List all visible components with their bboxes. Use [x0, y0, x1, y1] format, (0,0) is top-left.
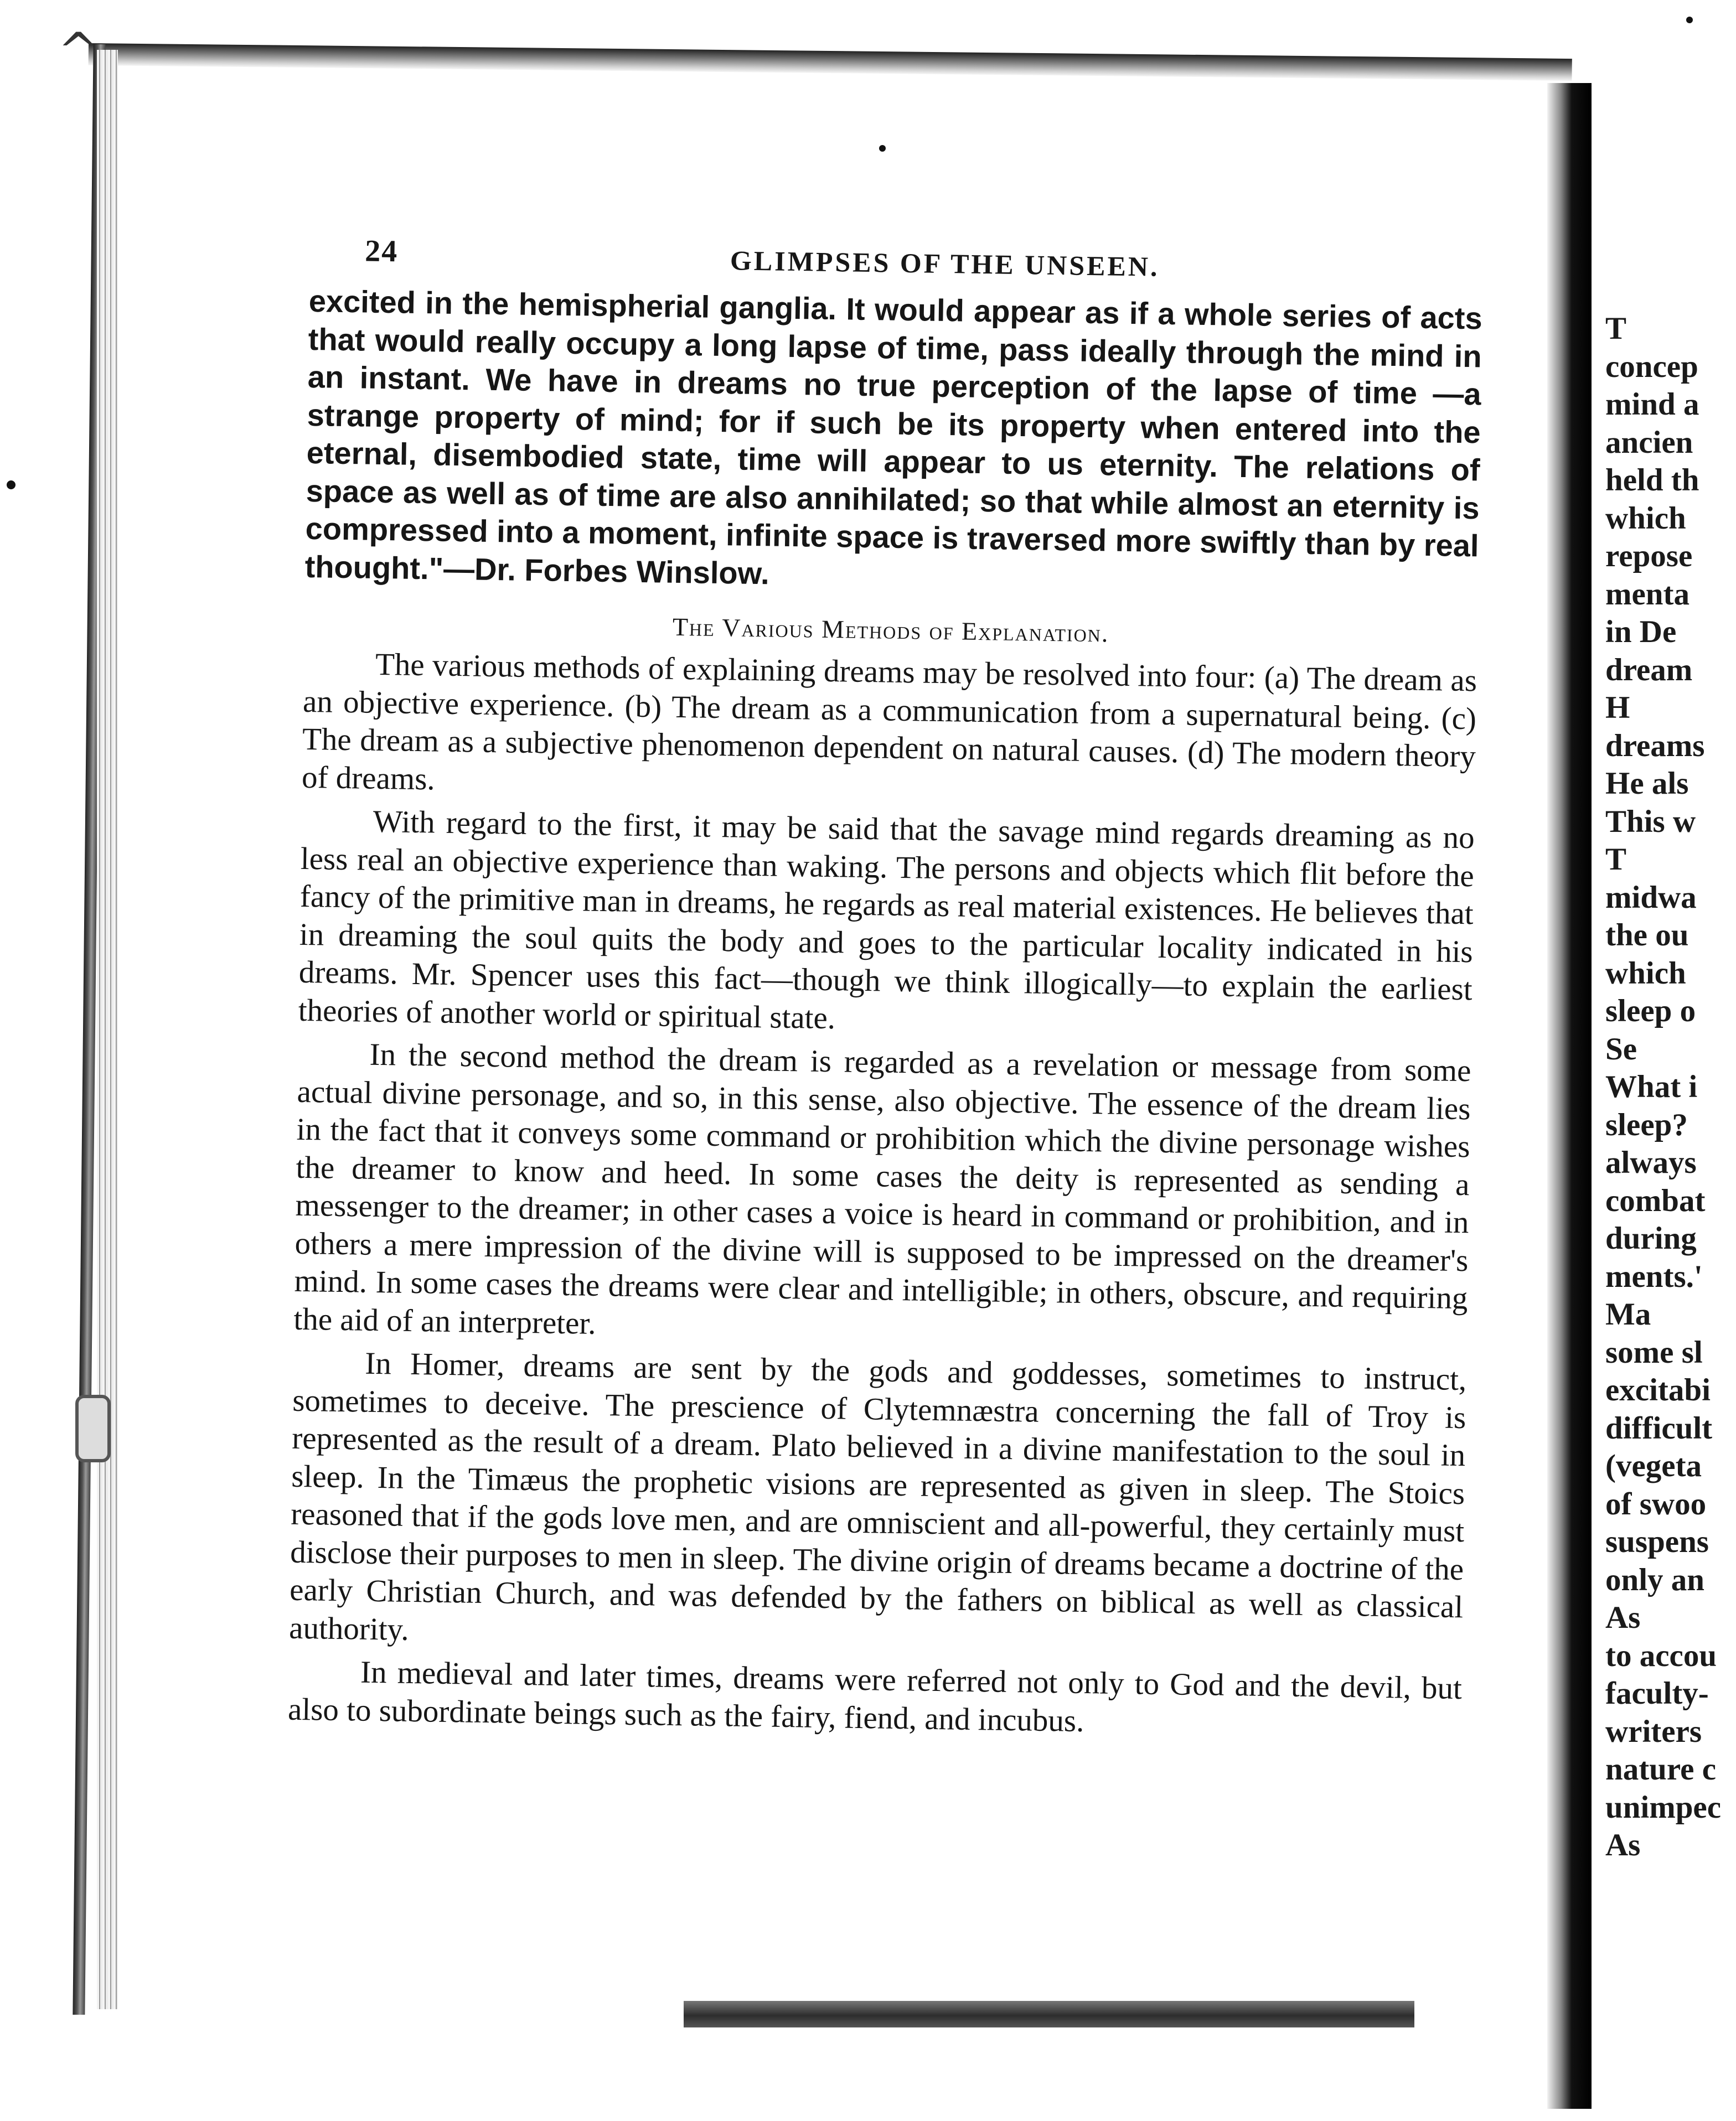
page-stack-edge: [97, 50, 118, 2009]
right-page-line: menta: [1605, 576, 1690, 612]
scan-bottom-bar: [684, 2001, 1414, 2027]
right-page-line: held th: [1605, 463, 1699, 498]
corner-mark: ^: [58, 22, 100, 80]
ink-speck: [7, 480, 16, 489]
right-page-line: always: [1605, 1145, 1697, 1180]
right-page-line: some sl: [1605, 1334, 1703, 1370]
right-page-line: T: [1605, 842, 1627, 877]
right-page-line: Se: [1605, 1031, 1637, 1067]
right-page-line: Ma: [1605, 1297, 1651, 1332]
right-page-line: sleep o: [1605, 994, 1696, 1028]
right-page-line: (vegeta: [1605, 1449, 1702, 1483]
right-page-line: H: [1605, 690, 1630, 725]
right-page-line: difficult: [1605, 1410, 1713, 1446]
right-page-line: mind a: [1605, 387, 1699, 422]
right-page-line: As: [1605, 1828, 1641, 1863]
right-page-line: dream: [1605, 652, 1693, 687]
right-page-line: unimpec: [1605, 1789, 1722, 1825]
left-page: [288, 221, 1484, 1746]
right-page-line: nature c: [1605, 1752, 1717, 1787]
right-page-line: midwa: [1605, 880, 1697, 915]
body-paragraph: The various methods of explaining dreams may be resolved into four: (a) The dream as an objective experience. (b) The dream as a communication from a supernatural being. (c) The dream as a subjective phenomenon dependent on natural causes. (d) The modern theory of dreams.: [301, 646, 1477, 796]
right-page-line: ments.': [1605, 1259, 1703, 1294]
intro-paragraph: excited in the hemispherial ganglia. It would appear as if a whole series of acts that would really occupy a long lapse of time, pass ideally through the mind in an instant. We have in dreams no true perception of the lapse of time —a strange property of mind; for if such be its property when entered into the eternal, disembodied state, time will appear to us eternity. The relations of space as well as of time are also annihilated; so that while almost an eternity is compressed into a moment, infinite space is traversed more swiftly than by real thought."—Dr. Forbes Winslow.: [304, 283, 1483, 591]
page-top-edge: [89, 43, 1572, 81]
body-paragraph: In the second method the dream is regarded as a revelation or message from some actual divine personage, and so, in this sense, also objective. The essence of the dream lies in the fact that it conveys some command or prohibition which the divine personage wishes the dreamer to know and heed. In some cases the deity is represented as sending a messenger to the dreamer; in other cases a voice is heard in command or prohibition, and in others a mere impression of the divine will is supposed to be impressed on the dreamer's mind. In some cases the dreams were clear and intelligible; in others, obscure, and requiring the aid of an interpreter.: [293, 1037, 1471, 1341]
right-page-line: sleep?: [1605, 1107, 1688, 1142]
right-page-line: which: [1605, 955, 1686, 991]
ink-speck: [879, 145, 886, 152]
right-page-line: T: [1605, 311, 1627, 346]
right-page-line: of swoo: [1605, 1486, 1707, 1522]
right-page-line: This w: [1605, 804, 1696, 839]
right-page-line: only an: [1605, 1562, 1704, 1597]
right-page-fragment: [1605, 310, 1736, 1865]
book-gutter-shadow: [1547, 83, 1592, 2109]
right-page-line: What i: [1605, 1069, 1698, 1104]
right-page-line: repose: [1605, 539, 1693, 573]
body-paragraph: In medieval and later times, dreams were referred not only to God and the devil, but also to subordinate beings such as the fairy, fiend, and incubus.: [287, 1654, 1463, 1739]
right-page-line: in De: [1605, 614, 1677, 649]
ink-speck: [1686, 17, 1693, 23]
binding-tie: [75, 1395, 111, 1462]
right-page-line: He als: [1605, 766, 1689, 801]
section-heading: The Various Methods of Explanation.: [672, 612, 1109, 648]
right-page-line: during: [1605, 1221, 1697, 1256]
page-number: 24: [364, 234, 399, 269]
running-head-title: GLIMPSES OF THE UNSEEN.: [730, 245, 1160, 282]
right-page-line: concep: [1605, 349, 1698, 384]
right-page-line: writers: [1605, 1714, 1702, 1749]
right-page-line: the ou: [1605, 918, 1689, 953]
right-page-line: suspens: [1605, 1524, 1709, 1559]
right-page-line: faculty-: [1605, 1676, 1709, 1711]
right-page-line: combat: [1605, 1183, 1706, 1218]
body-paragraph: With regard to the first, it may be said that the savage mind regards dreaming as no less real an objective experience than waking. The persons and objects which flit before the fancy of the primitive man in dreams, he regards as real material existences. He believes that in dreaming the soul quits the body and goes to the particular locality indicated in his dreams. Mr. Spencer uses this fact—though we think illogically—to explain the earliest theories of another world or spiritual state.: [298, 804, 1475, 1036]
right-page-line: excitabi: [1605, 1373, 1711, 1408]
right-page-line: which: [1605, 500, 1686, 536]
right-page-line: ancien: [1605, 425, 1693, 460]
right-page-line: dreams: [1605, 728, 1705, 763]
body-paragraph: In Homer, dreams are sent by the gods and goddesses, sometimes to instruct, sometimes to deceive. The prescience of Clytemnæstra concerning the fall of Troy is represented as the result of a dream. Plato believed in a divine manifestation to the soul in sleep. In the Timæus the prophetic visions are represented as given in sleep. The Stoics reasoned that if the gods love men, and are omniscient and all-powerful, they certainly must disclose their purposes to men in sleep. The divine origin of dreams became a doctrine of the early Christian Church, and was defended by the fathers on biblical as well as classical authority.: [288, 1346, 1467, 1647]
right-page-line: to accou: [1605, 1638, 1717, 1673]
right-page-line: As: [1605, 1600, 1641, 1635]
